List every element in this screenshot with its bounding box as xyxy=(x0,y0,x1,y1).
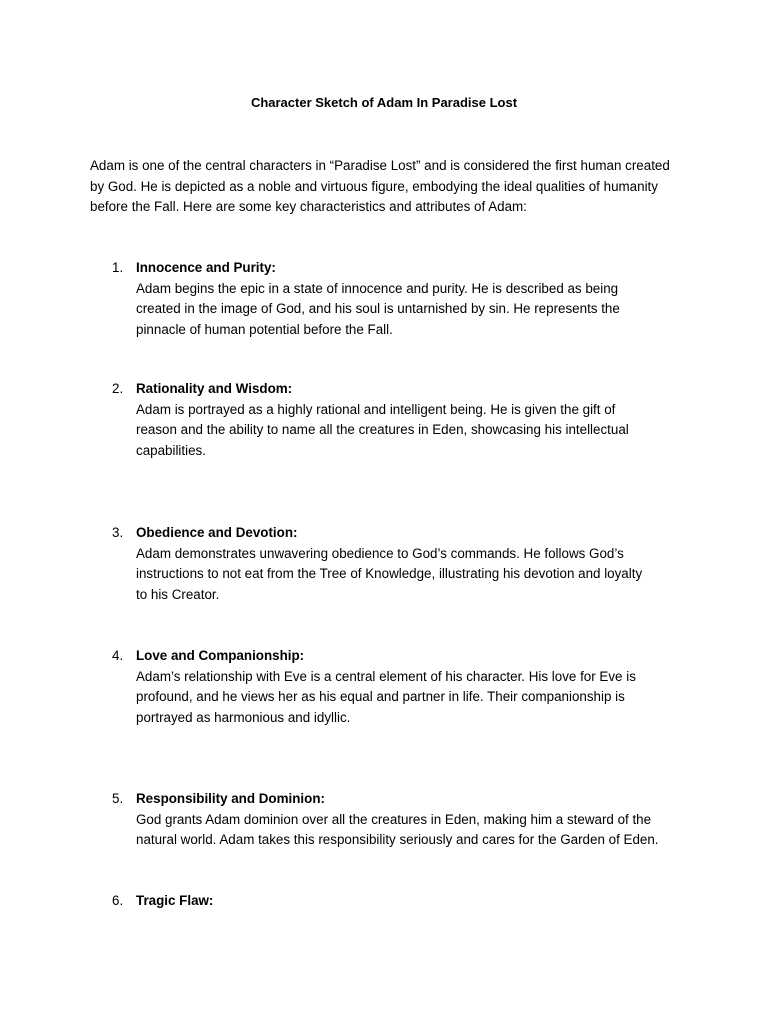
list-item-number: 4. xyxy=(112,648,124,663)
list-item-title: Love and Companionship: xyxy=(136,648,305,663)
list-item-body: God grants Adam dominion over all the creatures in Eden, making him a steward of the natural world. Adam takes this responsibility seriously and cares for the Garden of Eden. xyxy=(136,811,659,848)
list-item-body: Adam’s relationship with Eve is a central element of his character. His love for Eve is profound, and he views her as his equal and partner in life. Their companionship is portrayed as harmonious and idyllic. xyxy=(136,668,636,726)
list-item-title: Innocence and Purity: xyxy=(136,260,276,275)
list-item-title: Responsibility and Dominion: xyxy=(136,791,325,806)
list-item-number: 3. xyxy=(112,525,124,540)
list-item-title: Rationality and Wisdom: xyxy=(136,381,293,396)
list-item-body: Adam is portrayed as a highly rational and intelligent being. He is given the gift of reason and the ability to name all the creatures in Eden, showcasing his intellectual capabilities. xyxy=(136,401,629,459)
list-item-number: 2. xyxy=(112,381,124,396)
intro-paragraph: Adam is one of the central characters in “Paradise Lost” and is considered the first human created by God. He is depicted as a noble and virtuous figure, embodying the ideal qualities of humanity before the Fall. Here are some key characteristics and attributes of Adam: xyxy=(90,158,670,215)
list-item-number: 6. xyxy=(112,893,124,908)
list-item-number: 5. xyxy=(112,791,124,806)
list-item-number: 1. xyxy=(112,260,124,275)
list-item-title: Tragic Flaw: xyxy=(136,893,214,908)
document-title: Character Sketch of Adam In Paradise Lost xyxy=(250,95,518,110)
list-item-title: Obedience and Devotion: xyxy=(136,525,298,540)
list-item-body: Adam demonstrates unwavering obedience to God’s commands. He follows God’s instructions to not eat from the Tree of Knowledge, illustrating his devotion and loyalty to his Creator. xyxy=(136,545,643,603)
list-item-body: Adam begins the epic in a state of innocence and purity. He is described as being created in the image of God, and his soul is untarnished by sin. He represents the pinnacle of human potential before the Fall. xyxy=(136,280,620,338)
